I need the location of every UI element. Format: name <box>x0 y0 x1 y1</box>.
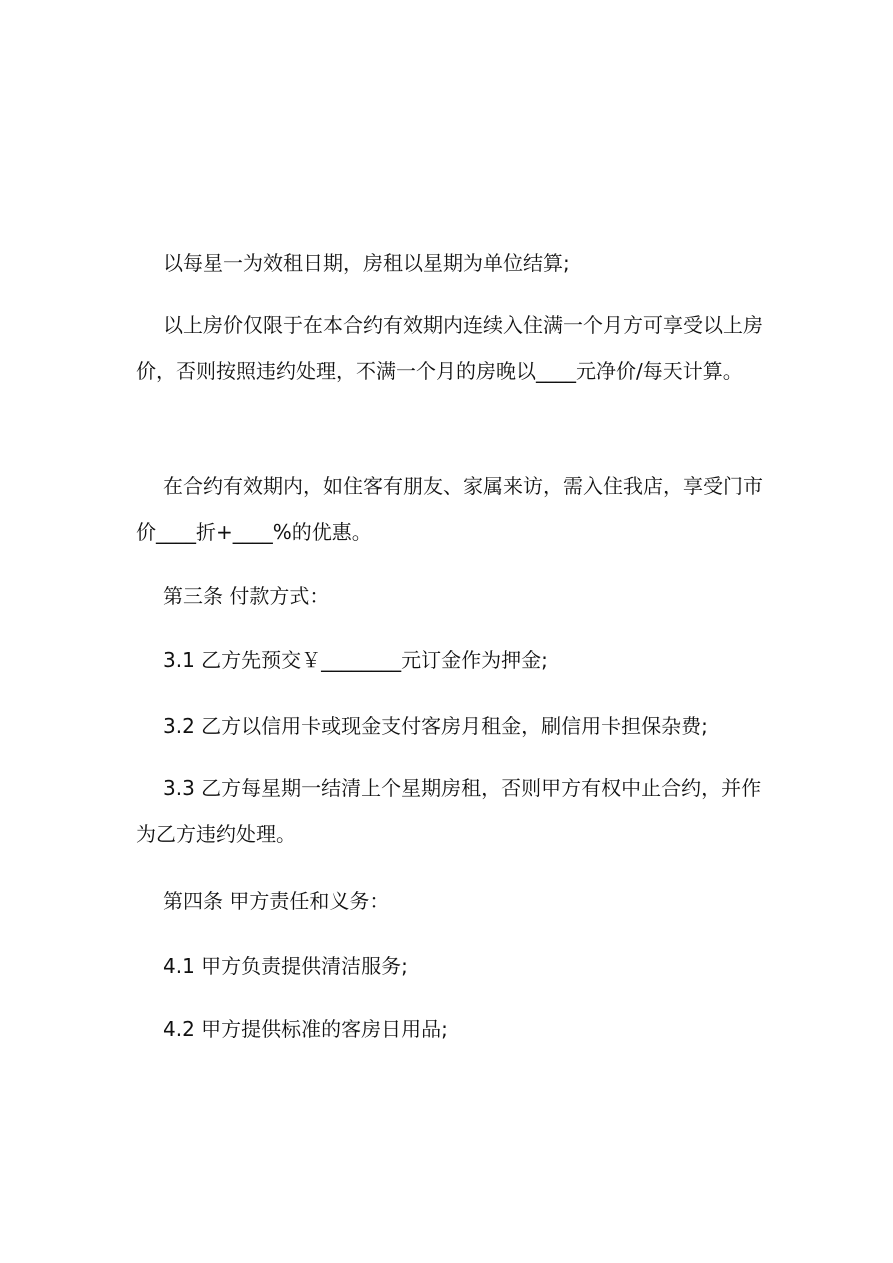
heading-article-4-party-a-duties: 第四条 甲方责任和义务： <box>163 889 390 913</box>
paragraph-visitor-discount: 在合约有效期内，如住客有朋友、家属来访，需入住我店，享受门市价____折+____%的优惠。 <box>136 474 763 544</box>
clause-4-2-amenities: 4.2 甲方提供标准的客房日用品; <box>163 1017 448 1041</box>
clause-3-3-weekly-settlement: 3.3 乙方每星期一结清上个星期房租，否则甲方有权中止合约，并作为乙方违约处理。 <box>136 776 762 846</box>
paragraph-price-condition: 以上房价仅限于在本合约有效期内连续入住满一个月方可享受以上房价，否则按照违约处理，不满一个月的房晚以____元净价/每天计算。 <box>136 313 763 383</box>
paragraph-rent-start-date: 以每星一为效租日期，房租以星期为单位结算; <box>163 251 570 275</box>
clause-4-1-cleaning: 4.1 甲方负责提供清洁服务; <box>163 954 408 978</box>
clause-3-1-deposit: 3.1 乙方先预交￥________元订金作为押金; <box>163 648 548 672</box>
heading-article-3-payment: 第三条 付款方式： <box>163 584 330 608</box>
clause-3-2-payment-method: 3.2 乙方以信用卡或现金支付客房月租金，刷信用卡担保杂费; <box>163 714 708 738</box>
